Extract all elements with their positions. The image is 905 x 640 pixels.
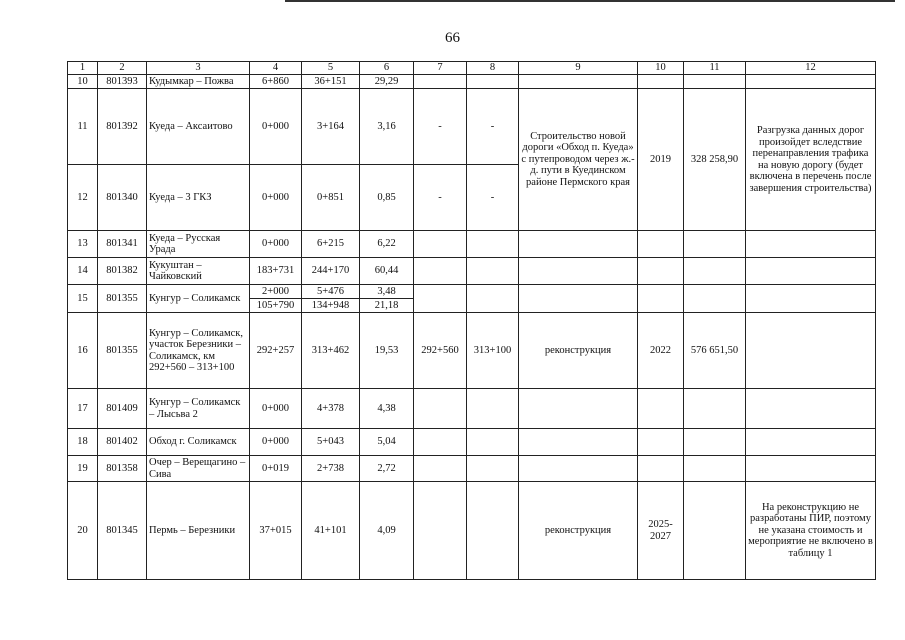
road-name: Кунгур – Соликамск <box>147 285 250 313</box>
length: 5,04 <box>360 429 414 456</box>
road-name: Кудымкар – Пожва <box>147 75 250 89</box>
length: 0,85 <box>360 165 414 231</box>
length: 3,16 <box>360 89 414 165</box>
row-number: 17 <box>68 389 98 429</box>
road-code: 801355 <box>98 285 147 313</box>
start-km: 0+000 <box>250 231 302 258</box>
col7-value: 292+560 <box>414 313 467 389</box>
col7-value: - <box>414 89 467 165</box>
road-name: Кунгур – Соликамск – Лысьва 2 <box>147 389 250 429</box>
column-header: 4 <box>250 62 302 75</box>
column-header: 9 <box>519 62 638 75</box>
road-name: Кукуштан – Чайковский <box>147 258 250 285</box>
table-row <box>68 89 876 165</box>
length: 21,18 <box>360 299 414 313</box>
column-header: 6 <box>360 62 414 75</box>
col8-value: 313+100 <box>467 313 519 389</box>
length: 2,72 <box>360 456 414 482</box>
start-km: 105+790 <box>250 299 302 313</box>
road-code: 801358 <box>98 456 147 482</box>
table-row <box>68 456 876 482</box>
end-km: 41+101 <box>302 482 360 580</box>
start-km: 2+000 <box>250 285 302 299</box>
road-name: Куеда – Русская Урада <box>147 231 250 258</box>
end-km: 5+043 <box>302 429 360 456</box>
length: 29,29 <box>360 75 414 89</box>
start-km: 0+019 <box>250 456 302 482</box>
start-km: 292+257 <box>250 313 302 389</box>
road-name: Очер – Верещагино – Сива <box>147 456 250 482</box>
table-row <box>68 389 876 429</box>
row-number: 18 <box>68 429 98 456</box>
column-header: 3 <box>147 62 250 75</box>
road-code: 801345 <box>98 482 147 580</box>
year-cell: 2025-2027 <box>638 482 684 580</box>
start-km: 0+000 <box>250 165 302 231</box>
end-km: 5+476 <box>302 285 360 299</box>
start-km: 0+000 <box>250 389 302 429</box>
table-row <box>68 75 876 89</box>
table-row <box>68 285 876 299</box>
column-number-row <box>68 62 876 75</box>
start-km: 0+000 <box>250 429 302 456</box>
end-km: 6+215 <box>302 231 360 258</box>
road-name: Куеда – 3 ГКЗ <box>147 165 250 231</box>
end-km: 313+462 <box>302 313 360 389</box>
row-number: 16 <box>68 313 98 389</box>
measure-cell: реконструкция <box>519 313 638 389</box>
row-number: 10 <box>68 75 98 89</box>
start-km: 0+000 <box>250 89 302 165</box>
table-row <box>68 231 876 258</box>
length: 4,09 <box>360 482 414 580</box>
row-number: 11 <box>68 89 98 165</box>
length: 3,48 <box>360 285 414 299</box>
column-header: 1 <box>68 62 98 75</box>
start-km: 183+731 <box>250 258 302 285</box>
road-code: 801393 <box>98 75 147 89</box>
road-code: 801409 <box>98 389 147 429</box>
row-number: 19 <box>68 456 98 482</box>
note-cell: На реконструкцию не разработаны ПИР, поэтому не указана стоимость и мероприятие не включено в таблицу 1 <box>746 482 876 580</box>
road-code: 801355 <box>98 313 147 389</box>
end-km: 3+164 <box>302 89 360 165</box>
road-name: Обход г. Соликамск <box>147 429 250 456</box>
end-km: 36+151 <box>302 75 360 89</box>
table-row <box>68 482 876 580</box>
col8-value: - <box>467 89 519 165</box>
road-code: 801392 <box>98 89 147 165</box>
column-header: 5 <box>302 62 360 75</box>
end-km: 244+170 <box>302 258 360 285</box>
table-row <box>68 258 876 285</box>
col8-value: - <box>467 165 519 231</box>
end-km: 0+851 <box>302 165 360 231</box>
start-km: 37+015 <box>250 482 302 580</box>
column-header: 2 <box>98 62 147 75</box>
year-cell: 2019 <box>638 89 684 231</box>
page-number: 66 <box>445 30 460 46</box>
column-header: 8 <box>467 62 519 75</box>
end-km: 2+738 <box>302 456 360 482</box>
cost-cell: 576 651,50 <box>684 313 746 389</box>
road-code: 801402 <box>98 429 147 456</box>
table-row <box>68 313 876 389</box>
col7-value: - <box>414 165 467 231</box>
measure-cell: Строительство новой дороги «Обход п. Куеда» с путепроводом через ж.-д. пути в Куединском районе Пермского края <box>519 89 638 231</box>
row-number: 20 <box>68 482 98 580</box>
row-number: 14 <box>68 258 98 285</box>
roads-table <box>67 61 876 580</box>
row-number: 12 <box>68 165 98 231</box>
length: 4,38 <box>360 389 414 429</box>
row-number: 15 <box>68 285 98 313</box>
end-km: 134+948 <box>302 299 360 313</box>
end-km: 4+378 <box>302 389 360 429</box>
column-header: 7 <box>414 62 467 75</box>
measure-cell: реконструкция <box>519 482 638 580</box>
road-name: Пермь – Березники <box>147 482 250 580</box>
road-name: Куеда – Аксаитово <box>147 89 250 165</box>
note-cell: Разгрузка данных дорог произойдет вследствие перенаправления трафика на новую дорогу (будет включена в перечень после завершения строительства) <box>746 89 876 231</box>
road-name: Кунгур – Соликамск, участок Березники – Соликамск, км 292+560 – 313+100 <box>147 313 250 389</box>
row-number: 13 <box>68 231 98 258</box>
cost-cell: 328 258,90 <box>684 89 746 231</box>
column-header: 12 <box>746 62 876 75</box>
road-code: 801382 <box>98 258 147 285</box>
column-header: 10 <box>638 62 684 75</box>
length: 19,53 <box>360 313 414 389</box>
length: 6,22 <box>360 231 414 258</box>
column-header: 11 <box>684 62 746 75</box>
start-km: 6+860 <box>250 75 302 89</box>
road-code: 801341 <box>98 231 147 258</box>
length: 60,44 <box>360 258 414 285</box>
year-cell: 2022 <box>638 313 684 389</box>
top-rule <box>285 0 895 2</box>
road-code: 801340 <box>98 165 147 231</box>
table-row <box>68 429 876 456</box>
